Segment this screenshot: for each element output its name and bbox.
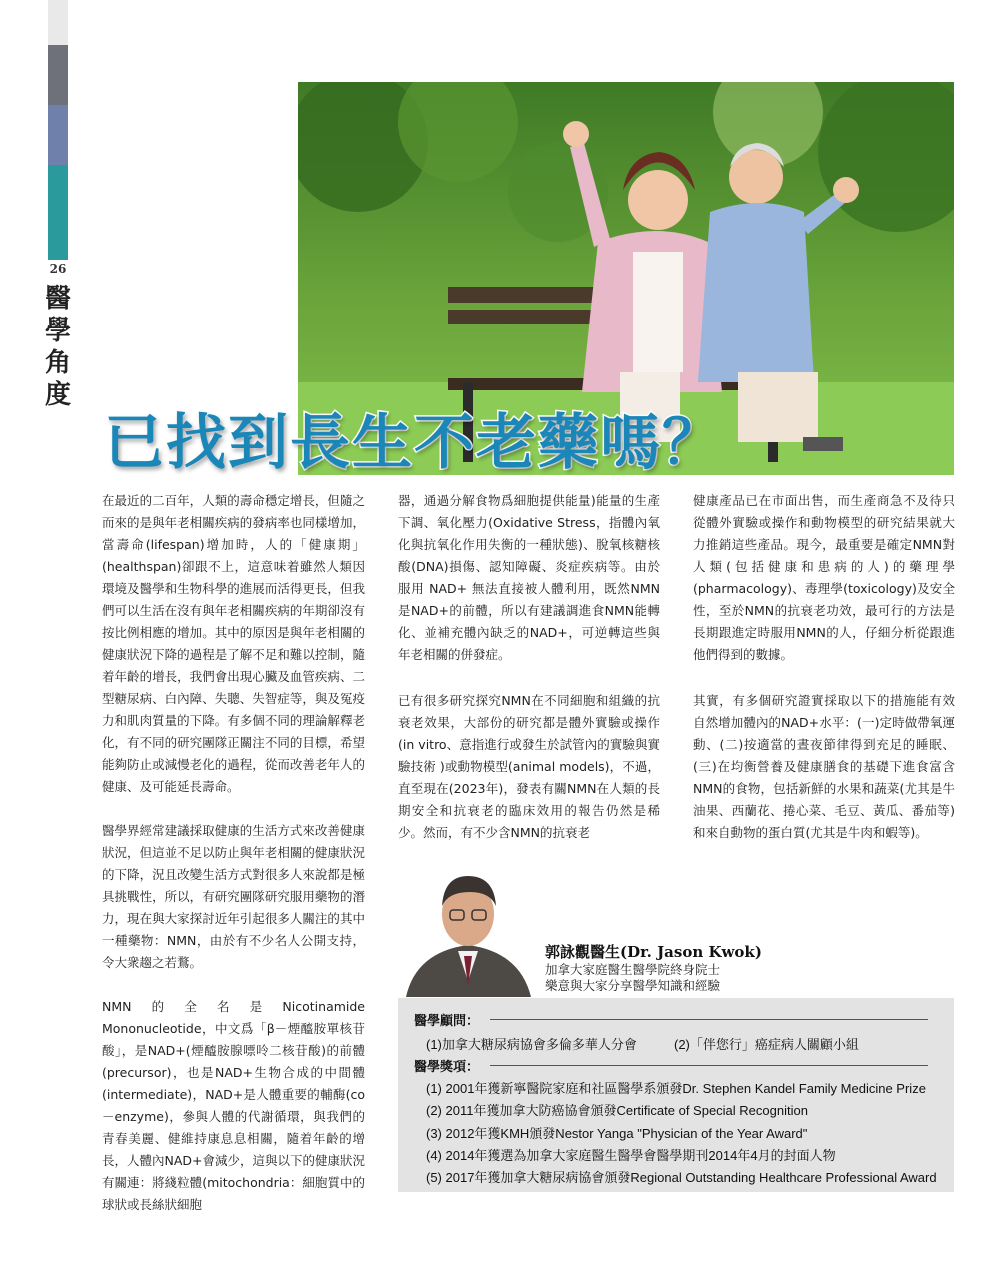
side-strip-gray <box>48 45 68 105</box>
body-paragraph: 器，通過分解食物爲細胞提供能量)能量的生產下調、氧化壓力(Oxidative Stress，指體內氧化與抗氧化作用失衡的一種狀態)、脫氧核糖核酸(DNA)損傷、認知障礙、炎症疾病等。由於服用 NAD+ 無法直接被人體利用，既然NMN是NAD+的前體，所以有建議調進食NMN能轉化、並補充體內缺乏的NAD+，可逆轉這些與年老相關的併發症。 <box>398 493 660 662</box>
author-tagline: 樂意與大家分享醫學知識和經驗 <box>545 978 721 993</box>
body-paragraph: 在最近的二百年，人類的壽命穩定增長，但隨之而來的是與年老相關疾病的發病率也同樣增加，當壽命(lifespan)增加時，人的「健康期」(healthspan)卻跟不上，這意味着雖然人類因環境及醫學和生物科學的進展而活得更長，但我們可以生活在沒有與年老相關疾病的年期卻沒有按比例相應的增加。其中的原因是與年老相關的健康狀況下降的過程是了解不足和難以控制，隨着年齡的增長，我們會出現心臟及血管疾病、二型糖尿病、白內障、失聰、失智症等，與及冤疫力和肌肉質量的下降。有多個不同的理論解釋老化，有不同的研究團隊正關注不同的目標，希望能夠防止或減慢老化的過程，從而改善老年人的健康、及可能延長壽命。 <box>102 493 365 794</box>
side-strip-teal <box>48 165 68 260</box>
credentials-box <box>398 998 954 1192</box>
divider <box>490 1019 928 1020</box>
author-portrait <box>398 866 539 997</box>
body-paragraph: 醫學界經常建議採取健康的生活方式來改善健康狀況，但這並不足以防止與年老相關的健康狀況的下降，況且改變生活方式對很多人來說都是極具挑戰性，所以，有研究團隊研究服用藥物的潛力，現在與大家探討近年引起很多人關注的其中一種藥物：NMN，由於有不少名人公開支持，令大衆趨之若鶩。 <box>102 823 365 970</box>
side-strip-light <box>48 0 68 45</box>
body-paragraph: 其實，有多個研究證實採取以下的措施能有效自然增加體內的NAD+水平：(一)定時做帶氧運動、(二)按適當的晝夜節律得到充足的睡眠、(三)在均衡營養及健康膳食的基礎下進食富含NMN的食物，包括新鮮的水果和蔬菜(尤其是牛油果、西蘭花、捲心菜、毛豆、黃瓜、番茄等)和來自動物的蛋白質(尤其是牛肉和蝦等)。 <box>693 693 955 840</box>
page-number: 26 <box>49 262 67 276</box>
section-char: 醫 <box>44 284 71 314</box>
author-info <box>545 942 762 994</box>
body-column-3b <box>693 690 955 866</box>
author-photo-illustration <box>398 866 539 997</box>
body-paragraph: 已有很多研究探究NMN在不同細胞和組織的抗衰老效果，大部份的研究都是體外實驗或操作(in vitro、意指進行或發生於試管內的實驗與實驗技術 )或動物模型(animal models)，不過，直至現在(2023年)，發表有關NMN在人類的長期安全和抗衰老的臨床效用的報告仍然是稀少。然而，有不少含NMN的抗衰老 <box>398 693 660 840</box>
advisor-item: (2)「伴您行」癌症病人關顧小組 <box>674 1037 859 1052</box>
body-paragraph: NMN的全名是Nicotinamide Mononucleotide，中文爲「β－煙醯胺單核苷酸」，是NAD+(煙醯胺腺嘌呤二核苷酸)的前體(precursor)，也是NAD+生物合成的中間體(intermediate)，NAD+是人體重要的輔酶(co－enzyme)，參與人體的代謝循環，與我們的青春美麗、健維持康息息相關，隨着年齡的增長，人體內NAD+會減少，這與以下的健康狀況有關連：將綫粒體(mitochondria：細胞質中的球狀或長絲狀細胞 <box>102 999 366 1212</box>
advisor-item: (1)加拿大糖尿病協會多倫多華人分會 <box>426 1037 637 1052</box>
award-item: (5) 2017年獲加拿大糖尿病協會頒發Regional Outstanding Healthcare Professional Award <box>426 1170 937 1185</box>
awards-heading: 醫學獎項： <box>414 1060 480 1075</box>
award-item: (4) 2014年獲選為加拿大家庭醫生醫學會醫學期刊2014年4月的封面人物 <box>426 1148 836 1163</box>
headline: 已找到長生不老藥嗎？ <box>104 408 724 478</box>
award-item: (3) 2012年獲KMH頒發Nestor Yanga "Physician of the Year Award" <box>426 1126 808 1141</box>
body-column-2b <box>398 690 660 866</box>
body-column-2 <box>398 490 660 688</box>
section-char: 度 <box>44 380 71 410</box>
body-column-1 <box>102 490 365 1238</box>
body-column-3 <box>693 490 955 688</box>
section-char: 角 <box>44 348 71 378</box>
author-title: 加拿大家庭醫生醫學院終身院士 <box>545 962 721 977</box>
side-strip-blue <box>48 105 68 165</box>
award-item: (1) 2001年獲新寧醫院家庭和社區醫學系頒發Dr. Stephen Kandel Family Medicine Prize <box>426 1081 926 1096</box>
author-name: 郭詠觀醫生(Dr. Jason Kwok) <box>545 943 762 961</box>
section-title <box>44 283 72 411</box>
body-paragraph: 健康產品已在市面出售，而生產商急不及待只從體外實驗或操作和動物模型的研究結果就大力推銷這些產品。現今，最重要是確定NMN對人類(包括健康和患病的人)的藥理學(pharmacology)、毒理學(toxicology)及安全性，至於NMN的抗衰老功效，最可行的方法是長期跟進定時服用NMN的人，仔細分析從跟進他們得到的數據。 <box>693 493 955 662</box>
advisor-heading: 醫學顧問： <box>414 1014 480 1029</box>
award-item: (2) 2011年獲加拿大防癌協會頒發Certificate of Special Recognition <box>426 1103 808 1118</box>
section-char: 學 <box>44 316 71 346</box>
divider <box>490 1065 928 1066</box>
